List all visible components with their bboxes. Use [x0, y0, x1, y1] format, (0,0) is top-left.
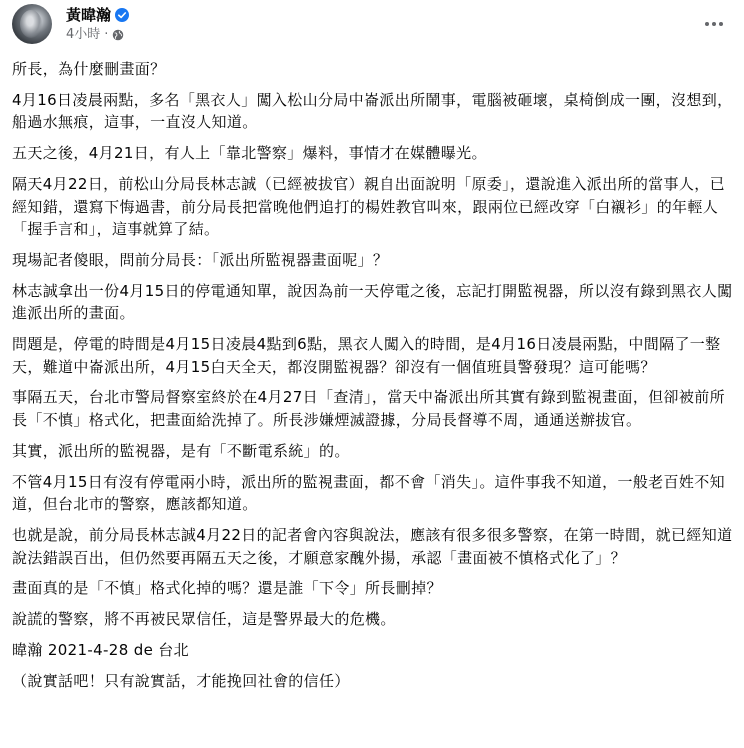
post-paragraph: 所長，為什麼刪畫面？ [12, 60, 166, 78]
post-timestamp[interactable]: 4小時 [66, 27, 101, 42]
author-line [66, 5, 129, 25]
more-options-button[interactable] [700, 10, 728, 38]
post-paragraph: 五天之後，4月21日，有人上「靠北警察」爆料，事情才在媒體曝光。 [12, 144, 487, 163]
post-paragraph: 現場記者傻眼，問前分局長：「派出所監視器畫面呢」？ [12, 250, 389, 269]
post-paragraph: 4月16日凌晨兩點，多名「黑衣人」闖入松山分局中崙派出所鬧事，電腦被砸壞，桌椅倒成一團，沒想到，船過水無痕，這事，一直沒人知道。 [12, 90, 733, 132]
post-paragraph: 林志誠拿出一份4月15日的停電通知單，說因為前一天停電之後，忘記打開監視器，所以沒有錄到黑衣人闖進派出所的畫面。 [12, 281, 733, 323]
author-name[interactable]: 黃暐瀚 [66, 6, 112, 24]
post-paragraph: 事隔五天，台北市警局督察室終於在4月27日「查清」，當天中崙派出所其實有錄到監視畫面，但卻被前所長「不慎」格式化，把畫面給洗掉了。所長涉嫌煙滅證據，分局長督導不周，通通送辦拔官。 [12, 388, 725, 430]
post-paragraph: 隔天4月22日，前松山分局長林志誠（已經被拔官）親自出面說明「原委」，還說進入派出所的當事人，已經知錯，還寫下悔過書，前分局長把當晚他們追打的楊姓教官叫來，跟兩位已經改穿「白襯衫」的年輕人「握手言和」，這事就算了結。 [12, 174, 725, 239]
meta-separator: · [104, 27, 109, 42]
avatar-image [20, 10, 42, 38]
verified-badge-icon [115, 8, 129, 22]
globe-icon[interactable] [112, 29, 124, 41]
more-options-icon [705, 22, 723, 26]
post-paragraph: 也就是說，前分局長林志誠4月22日的記者會內容與說法，應該有很多很多警察，在第一時間，就已經知道說法錯誤百出，但仍然要再隔五天之後，才願意家醜外揚，承認「畫面被不慎格式化了」？ [12, 525, 733, 567]
post-signature: 暐瀚 2021-4-28 de 台北 [12, 640, 189, 659]
post-paragraph: 問題是，停電的時間是4月15日凌晨4點到6點，黑衣人闖入的時間，是4月16日凌晨兩點，中間隔了一整天，難道中崙派出所，4月15白天全天，都沒開監視器？卻沒有一個值班員警發現？這可能嗎？ [12, 335, 721, 376]
avatar[interactable] [12, 4, 52, 44]
post-paragraph: 畫面真的是「不慎」格式化掉的嗎？還是誰「下令」所長刪掉？ [12, 579, 442, 598]
post-paragraph: 說謊的警察，將不再被民眾信任，這是警界最大的危機。 [12, 610, 396, 629]
post-closing: （說實話吧！只有說實話，才能挽回社會的信任） [12, 671, 350, 690]
post-header [12, 4, 732, 48]
post-meta [66, 26, 124, 44]
post-paragraph: 其實，派出所的監視器，是有「不斷電系統」的。 [12, 441, 350, 460]
post-text [12, 58, 736, 700]
post-paragraph: 不管4月15日有沒有停電兩小時，派出所的監視畫面，都不會「消失」。這件事我不知道，一般老百姓不知道，但台北市的警察，應該都知道。 [12, 472, 725, 514]
